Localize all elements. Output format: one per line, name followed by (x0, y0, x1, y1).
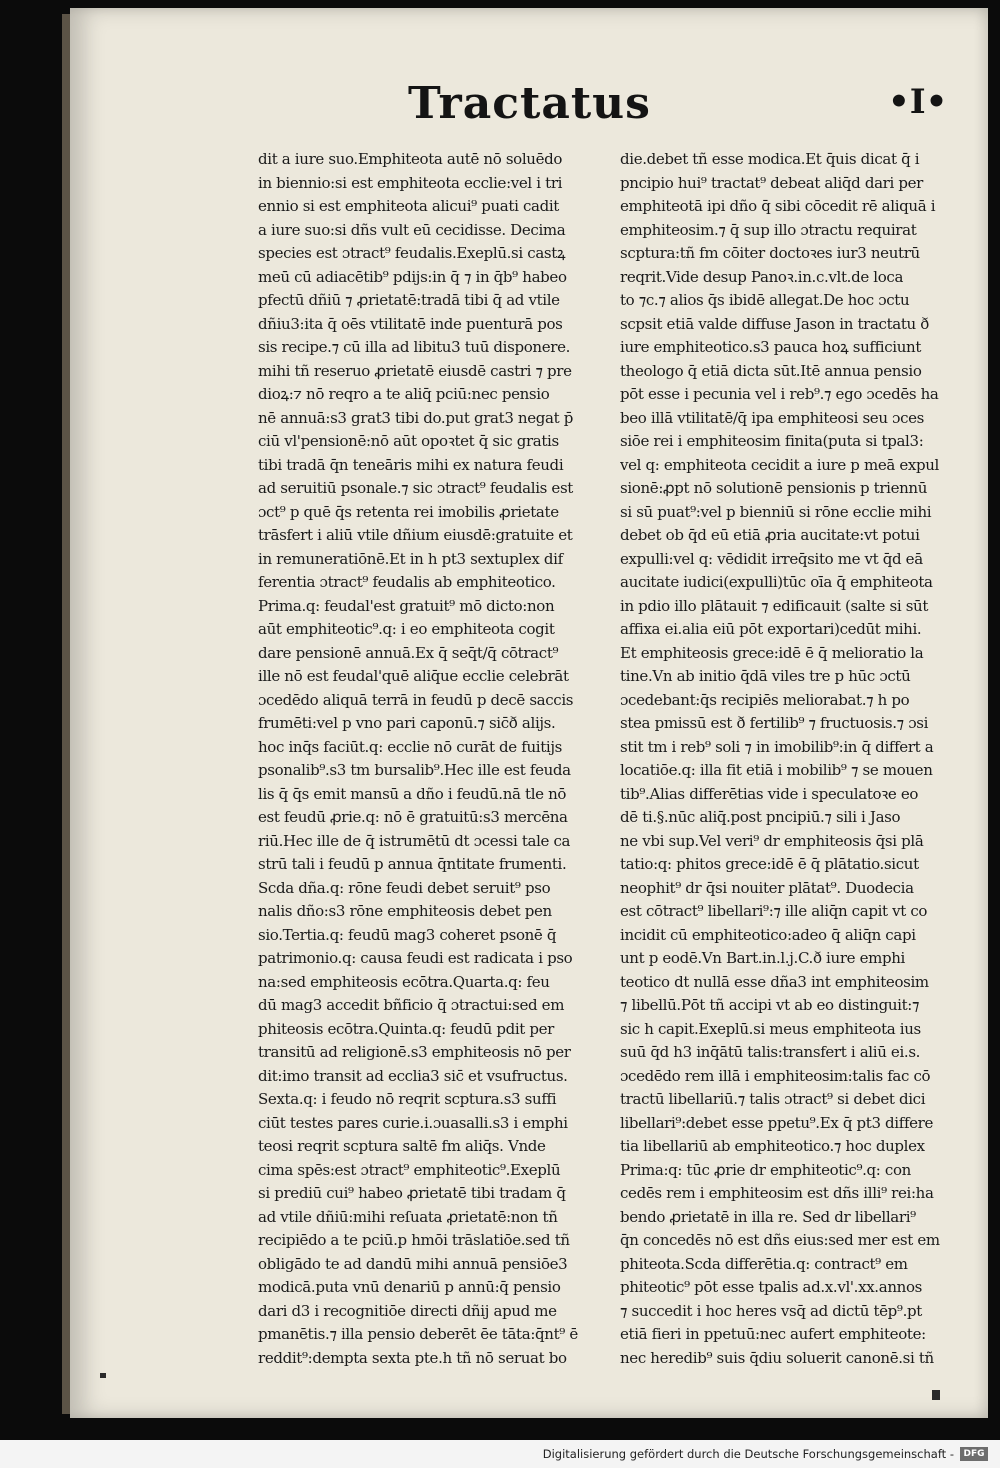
text-line: si sū puat⁹:vel p bienniū si rōne ecclie mihi (620, 502, 932, 521)
text-line: locatiōe.q: illa fit etiā i mobilib⁹ ⁊ se mouen (620, 761, 933, 779)
text-line: reddit⁹:dempta sexta pte.h tñ nō seruat bo (258, 1348, 567, 1367)
text-line: mihi tñ reseruo ꝓrietatē eiusdē castri ⁊ pre (258, 361, 572, 380)
text-line: ne vbi sup.Vel veri⁹ dr emphiteosis q̄si plā (620, 831, 924, 850)
text-line: to ⁊c.⁊ alios q̄s ibidē allegat.De hoc ɔctu (620, 291, 910, 309)
text-line: dñiu3:ita q̄ oēs vtilitatē inde puenturā pos (258, 314, 563, 333)
text-line: Scda dña.q: rōne feudi debet seruit⁹ pso (258, 878, 551, 897)
text-line: sis recipe.⁊ cū illa ad libitu3 tuū disponere. (258, 338, 571, 356)
dfg-logo: DFG (960, 1447, 988, 1461)
text-line: suū q̄d h3 inq̄ātū talis:transfert i aliū ei.s. (620, 1043, 921, 1061)
right-text-column (620, 148, 965, 1370)
text-line: species est ɔtract⁹ feudalis.Exeplū.si castꝝ (258, 244, 566, 262)
text-line: tia libellariū ab emphiteotico.⁊ hoc duplex (620, 1137, 925, 1155)
text-line: debet ob q̄d eū etiā ꝓria aucitate:vt potui (620, 526, 920, 544)
text-line: nē annuā:s3 grat3 tibi do.put grat3 negat p̄ (258, 408, 573, 427)
text-line: emphiteotā ipi dño q̄ sibi cōcedit rē aliquā i (620, 197, 936, 215)
text-line: incidit cū emphiteotico:adeo q̄ aliq̄n capi (620, 925, 916, 944)
text-line: si prediū cui⁹ habeo ꝓrietatē tibi tradam q̄ (258, 1184, 566, 1202)
text-line: a iure suo:si dñs vult eū cecidisse. Decima (258, 220, 566, 239)
text-line: iure emphiteotico.s3 pauca hoꝝ sufficiunt (620, 338, 922, 356)
text-line: ciū vl'pensionē:nō aūt opoꝛtet q̄ sic gratis (258, 432, 559, 450)
text-line: teosi reqrit scptura saltē fm aliq̄s. Vnde (258, 1137, 546, 1155)
text-line: neophit⁹ dr q̄si nouiter plātat⁹. Duodecia (620, 878, 914, 897)
text-line: theologo q̄ etiā dicta sūt.Itē annua pensio (620, 361, 922, 380)
text-line: tractū libellariū.⁊ talis ɔtract⁹ si debet dici (620, 1090, 926, 1108)
text-line: ennio si est emphiteota alicui⁹ puati cadit (258, 197, 559, 215)
text-line: modicā.puta vnū denariū p annū:q̄ pensio (258, 1278, 561, 1296)
text-line: in biennio:si est emphiteota ecclie:vel i tri (258, 173, 563, 192)
text-line: est feudū ꝓrie.q: nō ē gratuitū:s3 mercēna (258, 808, 568, 826)
text-line: Prima.q: feudal'est gratuit⁹ mō dicto:non (258, 596, 555, 615)
text-line: ferentia ɔtract⁹ feudalis ab emphiteotico. (258, 573, 556, 591)
text-line: scpsit etiā valde diffuse Jason in tractatu ð (620, 314, 929, 333)
text-line: frumēti:vel p vno pari caponū.⁊ sic̄ð alijs. (258, 714, 556, 732)
text-line: na:sed emphiteosis ecōtra.Quarta.q: feu (258, 972, 550, 991)
text-line: patrimonio.q: causa feudi est radicata i pso (258, 949, 573, 967)
text-line: phiteotic⁹ pōt esse tpalis ad.x.vl'.xx.annos (620, 1278, 922, 1296)
text-line: emphiteosim.⁊ q̄ sup illo ɔtractu requirat (620, 220, 917, 239)
text-line: affixa ei.alia eiū pōt exportari)cedūt mihi. (620, 620, 922, 638)
text-line: tatio:q: phitos grece:idē ē q̄ plātatio.sicut (620, 855, 919, 873)
text-line: aucitate iudici(expulli)tūc oīa q̄ emphiteota (620, 573, 933, 591)
text-line: dare pensionē annuā.Ex q̄ seq̄t/q̄ cōtract⁹ (258, 643, 559, 662)
text-line: Prima:q: tūc ꝓrie dr emphiteotic⁹.q: con (620, 1160, 911, 1179)
ink-speck (100, 1373, 106, 1378)
text-line: beo illā vtilitatē/q̄ ipa emphiteosi seu ɔces (620, 408, 925, 427)
text-line: meū cū adiacētib⁹ pdijs:in q̄ ⁊ in q̄b⁹ habeo (258, 267, 567, 286)
digitization-footer (0, 1440, 1000, 1468)
text-line: sic h capit.Exeplū.si meus emphiteota ius (620, 1019, 921, 1038)
text-line: tibi tradā q̄n teneāris mihi ex natura feudi (258, 455, 564, 474)
text-line: ɔcedebant:q̄s recipiēs meliorabat.⁊ h po (620, 690, 910, 709)
text-line: scptura:tñ fm cōiter doctoꝛes iur3 neutrū (620, 244, 920, 262)
text-line: ⁊ libellū.Pōt tñ accipi vt ab eo distinguit:⁊ (620, 996, 920, 1014)
text-line: siōe rei i emphiteosim finita(puta si tpal3: (620, 432, 924, 450)
text-line: cedēs rem i emphiteosim est dñs illi⁹ rei:ha (620, 1184, 934, 1202)
text-line: teotico dt nullā esse dña3 int emphiteosim (620, 972, 929, 991)
text-line: aūt emphiteotic⁹.q: i eo emphiteota cogit (258, 620, 555, 638)
text-line: tine.Vn ab initio q̄dā viles tre p hūc ɔctū (620, 667, 911, 685)
text-line: dari d3 i recognitiōe directi dñij apud me (258, 1301, 557, 1320)
text-line: ɔcedēdo aliquā terrā in feudū p decē saccis (258, 690, 574, 709)
text-line: ɔct⁹ p quē q̄s retenta rei imobilis ꝓrietate (258, 502, 559, 521)
text-line: transitū ad religionē.s3 emphiteosis nō per (258, 1043, 571, 1061)
text-line: strū tali i feudū p annua q̄ntitate frumenti. (258, 855, 567, 873)
text-line: die.debet tñ esse modica.Et q̄uis dicat q̄ i (620, 150, 920, 168)
text-line: unt p eodē.Vn Bart.in.l.j.C.ð iure emphi (620, 949, 905, 967)
text-line: pōt esse i pecunia vel i reb⁹.⁊ ego ɔcedēs ha (620, 385, 939, 403)
left-text-column (258, 148, 603, 1370)
text-line: dioꝝ:⁊ nō reqro a te aliq̄ pciū:nec pensio (258, 385, 550, 403)
text-line: tib⁹.Alias differētias vide i speculatoꝛe eo (620, 784, 919, 803)
text-line: pmanētis.⁊ illa pensio deberēt ēe tāta:q̄nt⁹ ē (258, 1325, 578, 1343)
text-line: nalis dño:s3 rōne emphiteosis debet pen (258, 902, 552, 920)
text-line: libellari⁹:debet esse ppetu⁹.Ex q̄ pt3 differe (620, 1113, 934, 1132)
text-line: dū mag3 accedit bñficio q̄ ɔtractui:sed em (258, 996, 565, 1014)
text-line: reqrit.Vide desup Panoꝛ.in.c.vlt.de loca (620, 267, 904, 286)
folio-number: •I• (888, 82, 948, 122)
text-line: sio.Tertia.q: feudū mag3 coheret psonē q̄ (258, 925, 557, 944)
text-line: phiteota.Scda differētia.q: contract⁹ em (620, 1254, 908, 1273)
text-line: dē ti.§.nūc aliq̄.post pncipiū.⁊ sili i Jaso (620, 808, 901, 826)
text-line: hoc inq̄s faciūt.q: ecclie nō curāt de fuitijs (258, 737, 562, 756)
ink-speck (932, 1390, 940, 1400)
footer-credit: Digitalisierung gefördert durch die Deutsche Forschungsgemeinschaft - (542, 1447, 954, 1461)
text-line: in pdio illo plātauit ⁊ edificauit (salte si sūt (620, 596, 929, 615)
text-line: ⁊ succedit i hoc heres vsq̄ ad dictū tēp⁹.pt (620, 1301, 922, 1320)
text-line: dit:imo transit ad ecclia3 sic̄ et vsufructus. (258, 1066, 568, 1085)
text-line: phiteosis ecōtra.Quinta.q: feudū pdit per (258, 1019, 554, 1038)
text-line: in remuneratiōnē.Et in h pt3 sextuplex dif (258, 549, 563, 568)
text-line: pncipio hui⁹ tractat⁹ debeat aliq̄d dari per (620, 173, 923, 192)
text-line: ciūt testes pares curie.i.ɔuasalli.s3 i emphi (258, 1113, 568, 1132)
text-line: recipiēdo a te pciū.p hmōi trāslatiōe.sed tñ (258, 1231, 570, 1249)
text-line: psonalib⁹.s3 tm bursalib⁹.Hec ille est feuda (258, 761, 571, 779)
text-line: vel q: emphiteota cecidit a iure p meā expul (620, 455, 940, 474)
text-line: pfectū dñiū ⁊ ꝓrietatē:tradā tibi q̄ ad vtile (258, 291, 560, 309)
text-line: ille nō est feudal'quē aliq̄ue ecclie celebrāt (258, 667, 569, 685)
text-line: stit tm i reb⁹ soli ⁊ in imobilib⁹:in q̄ differt a (620, 737, 934, 756)
text-line: sionē:ꝓpt nō solutionē pensionis p triennū (620, 479, 928, 497)
text-line: ɔcedēdo rem illā i emphiteosim:talis fac cō (620, 1066, 931, 1085)
text-line: dit a iure suo.Emphiteota autē nō soluēdo (258, 150, 563, 168)
text-line: ad seruitiū psonale.⁊ sic ɔtract⁹ feudalis est (258, 479, 573, 497)
text-line: lis q̄ q̄s emit mansū a dño i feudū.nā tle nō (258, 784, 567, 803)
text-line: Sexta.q: i feudo nō reqrit scptura.s3 suffi (258, 1090, 557, 1108)
text-line: cima spēs:est ɔtract⁹ emphiteotic⁹.Exeplū (258, 1160, 561, 1179)
text-line: riū.Hec ille de q̄ istrumētū dt ɔcessi tale ca (258, 831, 571, 850)
text-line: stea pmissū est ð fertilib⁹ ⁊ fructuosis.⁊ ɔsi (620, 714, 929, 732)
text-line: q̄n concedēs nō est dñs eius:sed mer est em (620, 1231, 940, 1249)
text-line: Et emphiteosis grece:idē ē q̄ melioratio la (620, 643, 924, 662)
text-line: nec heredib⁹ suis q̄diu soluerit canonē.si tñ (620, 1348, 934, 1367)
text-line: obligādo te ad dandū mihi annuā pensiōe3 (258, 1254, 568, 1273)
text-line: trāsfert i aliū vtile dñium eiusdē:gratuite et (258, 526, 573, 544)
text-line: expulli:vel q: vēdidit irreq̄sito me vt q̄d eā (620, 549, 923, 568)
text-line: bendo ꝓrietatē in illa re. Sed dr libellari⁹ (620, 1207, 916, 1226)
page-title: Tractatus (408, 78, 651, 129)
text-line: etiā fieri in ppetuū:nec aufert emphiteote: (620, 1325, 926, 1343)
text-line: ad vtile dñiū:mihi reſuata ꝓrietatē:non tñ (258, 1207, 558, 1226)
text-line: est cōtract⁹ libellari⁹:⁊ ille aliq̄n capit vt co (620, 902, 928, 920)
